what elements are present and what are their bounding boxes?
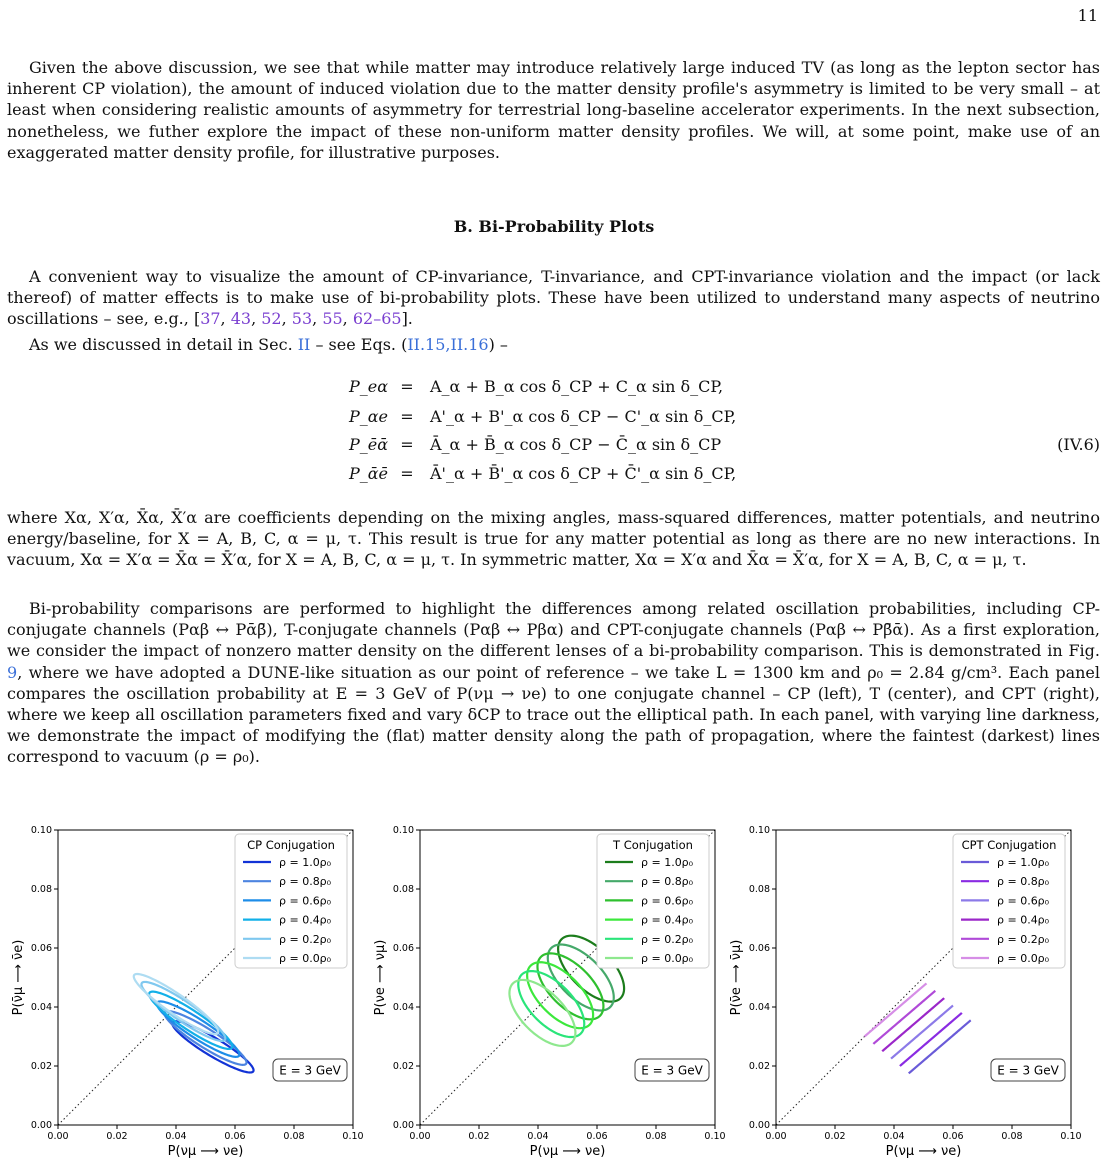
legend-label: ρ = 0.2ρ₀ [641,932,694,946]
paragraph-eq-intro [7,334,1100,355]
paragraph-text: As we discussed in detail in Sec. [29,335,298,354]
legend-title: T Conjugation [613,838,693,852]
legend-title: CP Conjugation [247,838,335,852]
equals-sign: = [400,435,414,454]
equation-rhs: A'_α + B'_α cos δ_CP − C'_α sin δ_CP, [430,407,737,426]
energy-annotation: E = 3 GeV [641,1063,703,1078]
y-tick-label: 0.06 [748,943,770,954]
legend-label: ρ = 0.0ρ₀ [279,952,332,965]
x-tick-label: 0.02 [824,1131,846,1142]
page-number: 11 [1077,6,1098,25]
legend-label: ρ = 0.0ρ₀ [641,952,694,965]
equation-row [0,406,1108,428]
legend-label: ρ = 0.8ρ₀ [641,875,694,889]
legend-label: ρ = 0.0ρ₀ [997,952,1050,965]
y-tick-label: 0.00 [392,1120,414,1131]
y-axis-label: P(νe ⟶ νμ) [373,939,388,1016]
figure-panels [0,818,1108,1161]
legend-label: ρ = 0.4ρ₀ [997,913,1050,927]
legend-label: ρ = 0.6ρ₀ [279,894,332,908]
citation-link[interactable]: 62–65 [352,309,402,329]
legend-label: ρ = 0.8ρ₀ [279,875,332,889]
x-tick-label: 0.10 [704,1131,726,1142]
x-axis-label: P(νμ ⟶ νe) [167,1144,244,1159]
paragraph-biprob-intro: A convenient way to visualize the amount of CP-invariance, T-invariance, and CPT-invariance violation and the impact (or lack thereof) of matter effects is to make use of bi-probability plots. These have been utilized to understand many aspects of neutrino oscillations – see, e.g., [37, 43, 52, 53, 55, 62–65]. [7,267,1100,329]
probability-ellipse [909,1020,971,1073]
x-tick-label: 0.04 [883,1131,905,1142]
x-tick-label: 0.00 [409,1131,431,1142]
equation-rhs: A_α + B_α cos δ_CP + C_α sin δ_CP, [430,377,724,396]
equation-lhs: P_ᾱē [348,464,388,483]
x-tick-label: 0.08 [645,1131,667,1142]
equals-sign: = [400,377,414,396]
probability-ellipse [900,1013,962,1066]
legend-label: ρ = 0.4ρ₀ [279,913,332,927]
equation-number: (IV.6) [1057,435,1100,454]
citation-link[interactable]: 53 [291,309,313,329]
x-tick-label: 0.02 [106,1131,128,1142]
x-tick-label: 0.06 [224,1131,246,1142]
paragraph-text: A convenient way to visualize the amount of CP-invariance, T-invariance, and CPT-invariance violation and the impact (or lack thereof) of matter effects is to make use of bi-probability plots. These have been utilized to understand many aspects of neutrino oscillations – see, e.g., [ [7,267,1100,329]
equation-rhs: Ā'_α + B̄'_α cos δ_CP + C̄'_α sin δ_CP, [430,464,737,483]
paragraph-text: ) – [488,335,508,354]
probability-ellipse [865,983,927,1036]
citation-link[interactable]: 43 [230,309,252,329]
y-tick-label: 0.08 [30,884,52,895]
y-tick-label: 0.04 [392,1002,414,1013]
citation-link[interactable]: 55 [322,309,343,329]
y-tick-label: 0.10 [30,825,52,836]
equation-link[interactable]: II.15,II.16 [407,335,489,354]
legend-label: ρ = 1.0ρ₀ [641,856,694,869]
y-tick-label: 0.04 [748,1002,770,1013]
figure-link[interactable]: 9 [7,662,18,682]
citation-link[interactable]: 52 [261,309,282,329]
equation-rhs: Ā_α + B̄_α cos δ_CP − C̄_α sin δ_CP [430,435,722,454]
y-tick-label: 0.08 [748,884,770,895]
y-axis-label: P(ν̄e ⟶ ν̄μ) [729,939,744,1016]
equation-row [0,434,1108,456]
section-heading: B. Bi-Probability Plots [453,217,655,236]
y-tick-label: 0.10 [392,825,414,836]
legend-title: CPT Conjugation [961,838,1057,852]
figure-9 [0,818,1108,1161]
y-tick-label: 0.04 [30,1002,52,1013]
chart-panel [729,825,1082,1159]
equals-sign: = [400,407,414,426]
chart-panel [11,825,364,1159]
legend-label: ρ = 1.0ρ₀ [279,856,332,869]
paragraph-text: , where we have adopted a DUNE-like situation as our point of reference – we take L = 1300 km and ρ₀ = 2.84 g/cm³. Each panel compares the oscillation probability at E = 3 GeV of P(νμ → νe) to one conjugate channel – CP (left), T (center), and CPT (right), where we keep all oscillation parameters fixed and vary δCP to trace out the elliptical path. In each panel, with varying line darkness, we demonstrate the impact of modifying the (flat) matter density along the path of propagation, where the faintest (darkest) lines correspond to vacuum (ρ = ρ₀). [7,662,1100,767]
x-tick-label: 0.06 [586,1131,608,1142]
x-tick-label: 0.02 [468,1131,490,1142]
y-tick-label: 0.06 [30,943,52,954]
equals-sign: = [400,464,414,483]
citation-link[interactable]: 37 [200,309,221,329]
equation-lhs: P_eα [348,377,388,396]
probability-ellipse [882,998,944,1051]
equation-row [0,376,1108,398]
paragraph-text: ]. [401,309,413,329]
y-tick-label: 0.02 [748,1061,770,1072]
probability-ellipse [891,1006,953,1059]
legend-label: ρ = 0.4ρ₀ [641,913,694,927]
x-tick-label: 0.10 [1060,1131,1082,1142]
paragraph-coefficients: where Xα, X′α, X̄α, X̄′α are coefficients depending on the mixing angles, mass-squared differences, matter potentials, and neutrino energy/baseline, for X = A, B, C, α = μ, τ. This result is true for any matter potential as long as there are no new interactions. In vacuum, Xα = X′α = X̄α = X̄′α, for X = A, B, C, α = μ, τ. In symmetric matter, Xα = X′α and X̄α = X̄′α, for X = A, B, C, α = μ, τ. [7,508,1100,570]
x-axis-label: P(νμ ⟶ νe) [529,1144,606,1159]
chart-panel [373,825,726,1159]
y-tick-label: 0.02 [30,1061,52,1072]
x-axis-label: P(νμ ⟶ νe) [885,1144,962,1159]
paragraph-biprob-comparison [7,598,1100,768]
equation-lhs: P_ēᾱ [348,435,388,454]
y-tick-label: 0.00 [30,1120,52,1131]
x-tick-label: 0.04 [165,1131,187,1142]
equation-row [0,463,1108,485]
x-tick-label: 0.00 [47,1131,69,1142]
legend-label: ρ = 0.2ρ₀ [997,932,1050,946]
y-tick-label: 0.10 [748,825,770,836]
x-tick-label: 0.04 [527,1131,549,1142]
energy-annotation: E = 3 GeV [997,1063,1059,1078]
paragraph-text: Bi-probability comparisons are performed to highlight the differences among related oscillation probabilities, including CP-conjugate channels (Pαβ ↔ Pᾱβ̄), T-conjugate channels (Pαβ ↔ Pβα) and CPT-conjugate channels (Pαβ ↔ Pβ̄ᾱ). As a first exploration, we consider the impact of nonzero matter density on the different lenses of a bi-probability comparison. This is demonstrated in Fig. [7,599,1100,661]
y-tick-label: 0.08 [392,884,414,895]
legend-label: ρ = 0.2ρ₀ [279,932,332,946]
y-tick-label: 0.06 [392,943,414,954]
x-tick-label: 0.10 [342,1131,364,1142]
paragraph-text: – see Eqs. ( [310,335,408,354]
legend-label: ρ = 0.6ρ₀ [997,894,1050,908]
energy-annotation: E = 3 GeV [279,1063,341,1078]
section-link[interactable]: II [297,335,311,354]
legend-label: ρ = 1.0ρ₀ [997,856,1050,869]
paragraph-matter-discussion: Given the above discussion, we see that while matter may introduce relatively large induced TV (as long as the lepton sector has inherent CP violation), the amount of induced violation due to the matter density profile's asymmetry is limited to be very small – at least when considering realistic amounts of asymmetry for terrestrial long-baseline accelerator experiments. In the next subsection, nonetheless, we futher explore the impact of these non-uniform matter density profiles. We will, at some point, make use of an exaggerated matter density profile, for illustrative purposes. [7,58,1100,162]
x-tick-label: 0.00 [765,1131,787,1142]
x-tick-label: 0.06 [942,1131,964,1142]
probability-ellipse [873,991,935,1044]
x-tick-label: 0.08 [1001,1131,1023,1142]
y-tick-label: 0.00 [748,1120,770,1131]
equation-lhs: P_αe [348,407,388,426]
legend-label: ρ = 0.6ρ₀ [641,894,694,908]
x-tick-label: 0.08 [283,1131,305,1142]
legend-label: ρ = 0.8ρ₀ [997,875,1050,889]
y-axis-label: P(ν̄μ ⟶ ν̄e) [11,939,26,1016]
y-tick-label: 0.02 [392,1061,414,1072]
